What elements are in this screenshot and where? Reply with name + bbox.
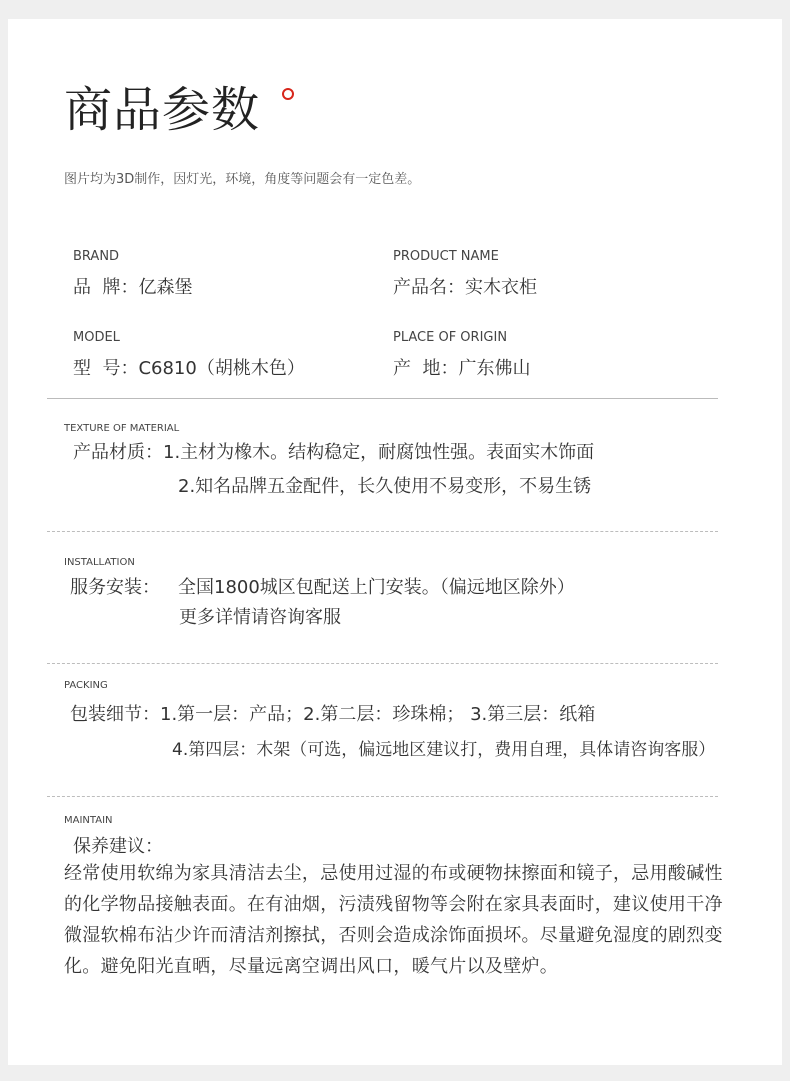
maintain-paragraph: 经常使用软绵为家具清洁去尘，忌使用过湿的布或硬物抹擦面和镜子，忌用酸碱性的化学物品接触表面。在有油烟，污渍残留物等会附在家具表面时，建议使用干净微湿软棉布沾少许而清洁剂擦拭，否则会造成涂饰面损坏。尽量避免湿度的剧烈变化。避免阳光直晒，尽量远离空调出风口，暖气片以及壁炉。 — [64, 863, 723, 977]
divider-dashed — [47, 796, 718, 797]
packing-line-1 — [70, 704, 595, 726]
installation-text-1: 全国1800城区包配送上门安装。（偏远地区除外） — [178, 577, 575, 598]
title-block — [64, 80, 260, 140]
material-label: 产品材质： — [73, 442, 163, 463]
packing-text-1: 1.第一层：产品；2.第二层：珍珠棉； 3.第三层：纸箱 — [160, 704, 596, 725]
field-product-name-value: 实木衣柜 — [465, 277, 537, 298]
accent-dot-icon — [282, 88, 294, 100]
field-model-en: MODEL — [73, 330, 120, 345]
field-model — [73, 330, 305, 380]
packing-label: 包装细节： — [70, 704, 160, 725]
maintain-label: 保养建议： — [73, 836, 163, 857]
field-brand-en: BRAND — [73, 249, 120, 264]
field-origin-label: 产 地： — [393, 358, 459, 379]
divider-dashed — [47, 531, 718, 532]
field-model-label: 型 号： — [73, 358, 139, 379]
installation-line-1 — [70, 577, 575, 599]
field-product-name-label: 产品名： — [393, 277, 465, 298]
page-title: 商品参数 — [64, 82, 261, 138]
packing-text-2: 4.第四层：木架（可选，偏远地区建议打，费用自理，具体请咨询客服） — [172, 740, 716, 760]
field-brand-line — [73, 277, 192, 299]
installation-en: INSTALLATION — [64, 557, 135, 568]
material-en: TEXTURE OF MATERIAL — [64, 423, 180, 434]
field-model-value: C6810（胡桃木色） — [138, 358, 305, 379]
field-product-name-en: PRODUCT NAME — [393, 249, 499, 264]
page-subtitle: 图片均为3D制作，因灯光，环境，角度等问题会有一定色差。 — [64, 172, 421, 187]
field-origin-value: 广东佛山 — [458, 358, 531, 379]
material-text-1: 1.主材为橡木。结构稳定，耐腐蚀性强。表面实木饰面 — [163, 442, 595, 463]
maintain-en: MAINTAIN — [64, 815, 113, 826]
installation-text-2: 更多详情请咨询客服 — [179, 607, 341, 628]
installation-label: 服务安装： — [70, 577, 160, 598]
material-text-2: 2.知名品牌五金配件，长久使用不易变形，不易生锈 — [178, 476, 592, 497]
divider-solid — [47, 398, 718, 399]
field-origin-en: PLACE OF ORIGIN — [393, 330, 508, 345]
field-brand-value: 亿森堡 — [138, 277, 193, 298]
material-line-1 — [73, 442, 594, 464]
packing-en: PACKING — [64, 680, 108, 691]
field-origin-line — [393, 358, 530, 380]
field-product-name-line — [393, 277, 537, 299]
divider-dashed — [47, 663, 718, 664]
field-model-line — [73, 358, 305, 380]
field-brand-label: 品 牌： — [73, 277, 139, 298]
field-origin — [393, 330, 530, 380]
field-brand — [73, 249, 192, 299]
field-product-name — [393, 249, 537, 299]
